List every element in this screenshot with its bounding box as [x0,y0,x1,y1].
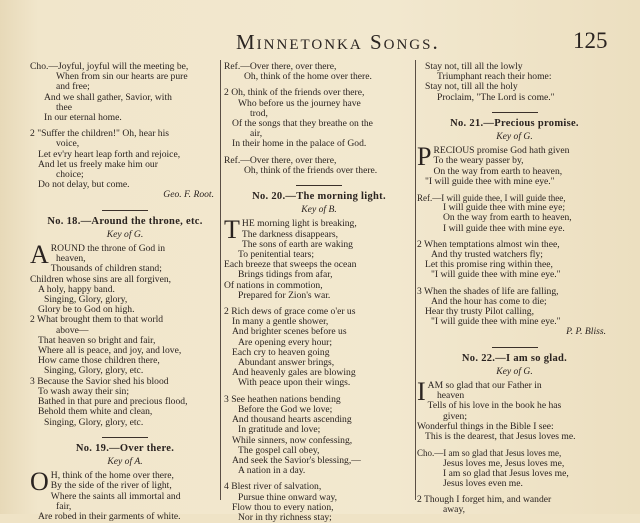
running-title: Minnetonka Songs. [236,30,440,54]
verse-line: On the way from earth to heaven, [443,212,572,224]
hymn-title: No. 19.—Over there. [75,442,175,454]
hymn-title: No. 20.—The morning light. [252,191,386,203]
verse-line: With peace upon their wings. [238,377,351,389]
verse-line: Do not delay, but come. [38,179,130,191]
column-right [417,62,612,516]
verse-line: 2 When temptations almost win thee, [417,238,560,250]
verse-line: Of the songs that they breathe on the [232,118,373,130]
verse-line: trod, [250,107,268,119]
hymn-title: No. 18.—Around the throne, etc. [47,215,203,227]
verse-line: And seek the Savior's blessing,— [232,454,361,466]
verse-line: Ref.—I will guide thee, I will guide thee, [417,193,566,204]
verse-line: This is the dearest, that Jesus loves me. [425,431,576,443]
verse-line: In gratitude and love; [238,424,321,436]
verse-line: Children whose sins are all forgiven, [30,273,172,285]
column-divider [220,60,221,500]
verse-line: And brighter scenes before us [232,326,347,338]
verse-line: Oh, think of the friends over there. [244,164,378,176]
page-number: 125 [573,28,608,53]
verse-line: A nation in a day. [238,465,306,477]
verse-line: How came those children there, [38,355,160,367]
verse-line: Pursue thine onward way, [238,491,338,503]
verse-line: While sinners, now confessing, [232,434,353,446]
verse-line: A holy, happy band. [38,283,115,295]
verse-line: Stay not, till all the holy [425,81,518,93]
verse-line: I am so glad that Jesus loves me, [443,467,569,479]
verse-block [224,62,414,176]
hymn-key: Key of B. [301,204,337,216]
verse-line: 2 "Suffer the children!" Oh, hear his [30,128,169,140]
verse-line: And let us freely make him our [38,158,158,170]
verse-line: Before the God we love; [238,403,333,415]
verse-line: Are robed in their garments of white. [38,510,181,522]
verse-line: That heaven so bright and fair, [38,334,156,346]
verse-line: Cho.—Joyful, joyful will the meeting be, [30,61,189,72]
verse-line: Who before us the journey have [238,97,361,109]
verse-line: Singing, Glory, glory, etc. [44,365,144,377]
verse-line: H, think of the home over there, [50,470,174,482]
verse-line: Thousands of children stand; [50,263,162,275]
section-separator [102,210,148,211]
section-separator [492,347,538,348]
verse-line: Let this promise ring within thee, [425,259,553,271]
verse-line: Each cry to heaven going [232,346,330,358]
verse-line: Flow thou to every nation, [232,501,334,513]
verse-line: Nor in thy richness stay; [238,511,332,523]
verse-line: 2 What brought them to that world [30,314,164,326]
verse-line: "I will guide thee with mine eye." [431,316,561,328]
verse-line: When from sin our hearts are pure [56,71,188,83]
verse-line: I will guide thee with mine eye; [443,202,566,214]
column-middle [224,62,414,523]
drop-cap: I [417,377,426,407]
verse-line: Hear thy trusty Pilot calling, [425,306,534,318]
verse-line: Jesus loves even me. [443,477,523,489]
verse-line: Glory be to God on high. [38,304,135,316]
verse-line: And we shall gather, Savior, with [44,91,172,103]
verse-line: voice, [56,138,80,150]
verse-line: 2 Rich dews of grace come o'er us [224,306,356,318]
verse-line: 3 When the shades of life are falling, [417,285,559,297]
verse-block [417,377,612,516]
verse-line: Triumphant reach their home: [437,71,552,83]
verse-line: Let ev'ry heart leap forth and rejoice, [38,148,181,160]
page-header [0,30,640,60]
verse-block [30,62,220,201]
verse-line: away, [443,504,466,516]
drop-cap: T [224,215,240,245]
verse-line: Stay not, till all the lowly [425,61,523,72]
hymn-key: Key of G. [496,131,533,143]
verse-line: Tells of his love in the book he has [427,400,562,412]
verse-line: Prepared for Zion's war. [238,289,331,301]
drop-cap: O [30,467,49,497]
verse-line: thee [56,101,72,113]
verse-line: The darkness disappears, [241,228,339,240]
verse-line: and free; [56,81,90,93]
verse-line: air, [250,128,263,140]
drop-cap: A [30,240,49,270]
verse-line: Wonderful things in the Bible I see: [417,420,554,432]
verse-line: Where the saints all immortal and [50,490,181,502]
verse-line: And thy trusted watchers fly; [431,249,543,261]
verse-block [417,62,612,103]
verse-line: By the side of the river of light, [50,480,172,492]
drop-cap: P [417,142,432,172]
verse-line: ROUND the throne of God in [50,243,166,255]
verse-line: Each breeze that sweeps the ocean [224,259,357,271]
verse-line: In many a gentle shower, [232,316,329,328]
verse-line: fair, [56,500,72,512]
verse-line: On the way from earth to heaven, [433,165,563,177]
verse-line: Singing, Glory, glory, etc. [44,416,144,428]
verse-line: Are opening every hour; [238,336,333,348]
verse-block [30,467,220,522]
verse-line: To wash away their sin; [38,385,129,397]
author-credit: P. P. Bliss. [566,326,606,338]
hymn-key: Key of G. [106,228,144,240]
verse-line: To penitential tears; [238,249,315,261]
verse-line: In our eternal home. [44,112,122,124]
verse-line: "I will guide thee with mine eye." [425,175,555,187]
author-credit: Geo. F. Root. [163,189,214,201]
verse-line: And the hour has come to die; [431,295,547,307]
verse-line: Behold them white and clean, [38,406,153,418]
verse-line: Where all is peace, and joy, and love, [38,345,182,357]
verse-line: And heavenly gales are blowing [232,367,356,379]
verse-line: choice; [56,169,84,181]
verse-line: HE morning light is breaking, [241,218,357,230]
hymn-key: Key of A. [107,455,143,467]
verse-line: Abundant answer brings, [238,357,335,369]
verse-line: To the weary passer by, [433,155,524,167]
verse-line: Proclaim, "The Lord is come." [437,91,555,103]
section-separator [492,112,538,113]
verse-line: given; [443,410,467,422]
verse-line: heaven [437,390,465,402]
verse-line: 2 Though I forget him, and wander [417,494,552,506]
verse-line: RECIOUS promise God hath given [433,145,570,157]
section-separator [296,185,342,186]
verse-line: Brings tidings from afar, [238,269,333,281]
verse-line: "I will guide thee with mine eye." [431,269,561,281]
verse-line: In their home in the palace of God. [232,138,367,150]
verse-block [30,240,220,428]
hymn-key: Key of G. [496,365,533,377]
verse-line: Bathed in that pure and precious flood, [38,396,188,408]
verse-line: Ref.—Over there, over there, [224,61,337,72]
hymn-title: No. 22.—I am so glad. [461,352,568,364]
verse-line: AM so glad that our Father in [427,380,542,392]
verse-block [224,215,414,523]
verse-line: 2 Oh, think of the friends over there, [224,87,365,99]
verse-line: The sons of earth are waking [241,238,353,250]
verse-line: Jesus loves me, Jesus loves me, [443,457,565,469]
verse-line: I will guide thee with mine eye. [443,222,565,234]
verse-line: Singing, Glory, glory, [44,294,128,306]
hymn-title: No. 21.—Precious promise. [450,117,579,129]
column-divider [415,60,416,500]
section-separator [102,437,148,438]
verse-line: Oh, think of the home over there. [244,71,372,83]
verse-line: heaven, [56,253,86,265]
verse-line: 3 See heathen nations bending [224,393,341,405]
verse-line: above— [56,324,89,336]
verse-line: 3 Because the Savior shed his blood [30,375,169,387]
verse-line: And thousand hearts ascending [232,414,352,426]
verse-line: Ref.—Over there, over there, [224,154,337,166]
verse-block [417,142,612,338]
verse-line: Cho.—I am so glad that Jesus loves me, [417,448,562,459]
verse-line: 4 Blest river of salvation, [224,481,322,493]
verse-line: Of nations in commotion, [224,279,323,291]
column-left [30,62,220,522]
verse-line: The gospel call obey, [238,444,320,456]
